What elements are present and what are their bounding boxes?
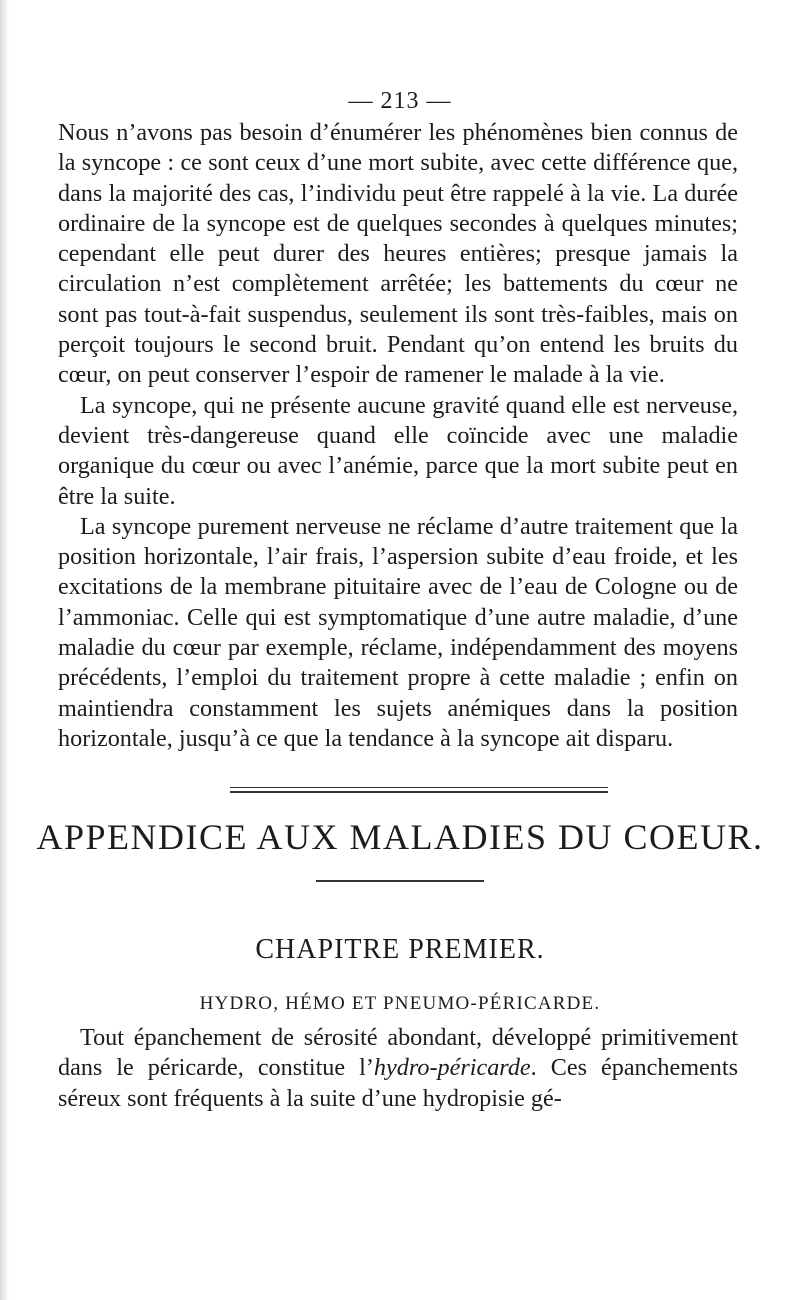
chapter-paragraph-end: . Ces épanchements séreux sont fréquents à la suite d’une hydropisie gé- <box>58 1054 738 1112</box>
chapter-title: CHAPITRE PREMIER. <box>255 934 545 965</box>
chapter-paragraph-start: Tout épanchement de sérosité abondant, développé primitivement dans le péricarde, constitue l’ <box>58 1024 738 1082</box>
page-number: — 213 — <box>348 88 452 114</box>
double-rule-top <box>230 787 608 788</box>
chapter-paragraph <box>58 1023 738 1114</box>
double-rule-bottom <box>230 791 608 793</box>
chapter-text-block <box>58 1023 738 1114</box>
paragraph: La syncope purement nerveuse ne réclame d’autre traitement que la position horizontale, l’air frais, l’aspersion subite d’eau froide, et les excitations de la membrane pituitaire avec de l’eau de Cologne ou de l’ammoniac. Celle qui est symptomatique d’une autre maladie, d’une maladie du cœur par exemple, réclame, indépendamment des moyens précédents, l’emploi du traitement propre à cette maladie ; enfin on maintiendra constamment les sujets anémiques dans la position horizontale, jusqu’à ce que la tendance à la syncope ait disparu. <box>58 512 738 752</box>
paragraph: La syncope, qui ne présente aucune gravité quand elle est nerveuse, devient très-dangereuse quand elle coïncide avec une maladie organique du cœur ou avec l’anémie, parce que la mort subite peut en être la suite. <box>58 391 738 510</box>
short-rule <box>316 880 484 882</box>
appendix-title: APPENDICE AUX MALADIES DU COEUR. <box>36 817 764 857</box>
paragraph: Nous n’avons pas besoin d’énumérer les phénomènes bien connus de la syncope : ce sont ceux d’une mort subite, avec cette différence que, dans la majorité des cas, l’individu peut être rappelé à la vie. La durée ordinaire de la syncope est de quelques secondes à quelques minutes; cependant elle peut durer des heures entières; presque jamais la circulation n’est complètement arrêtée; les battements du cœur ne sont pas tout-à-fait suspendus, seulement ils sont très-faibles, mais on perçoit toujours le second bruit. Pendant qu’on entend les bruits du cœur, on peut conserver l’espoir de ramener le malade à la vie. <box>58 119 738 389</box>
section-title: HYDRO, HÉMO ET PNEUMO-PÉRICARDE. <box>199 993 601 1014</box>
italic-term: hydro-péricarde <box>373 1054 531 1082</box>
page-gutter-shadow <box>0 0 9 1300</box>
syncope-text-block <box>58 118 738 754</box>
